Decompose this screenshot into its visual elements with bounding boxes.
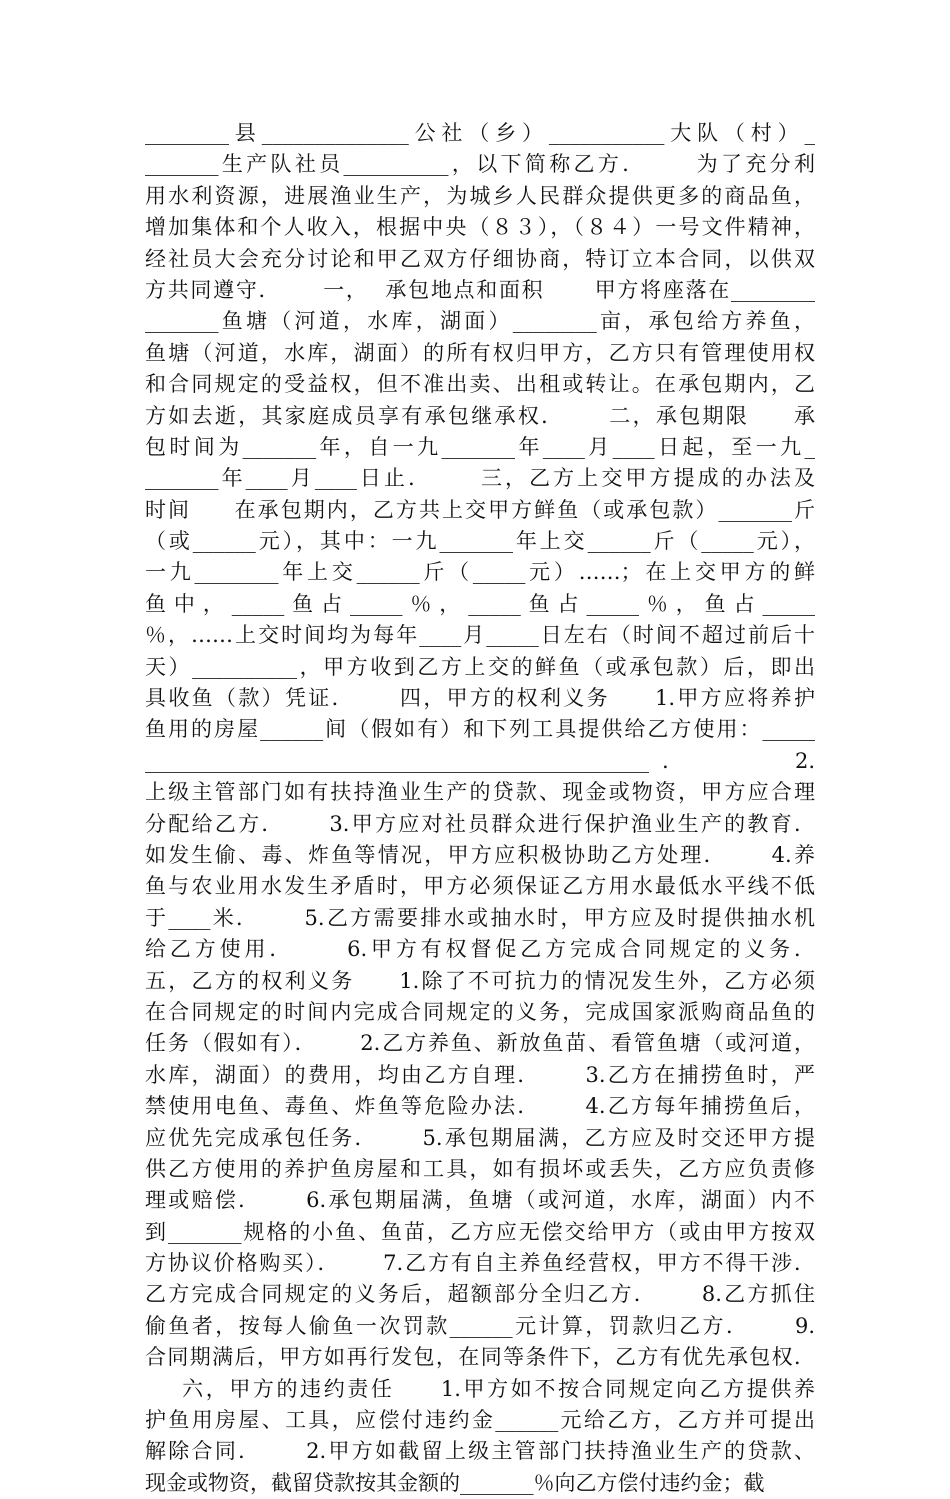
text-line-22: 上级主管部门如有扶持渔业生产的贷款、现金或物资，甲方应合理 [145, 780, 815, 805]
text-line-36: 到_______规格的小鱼、鱼苗，乙方应无偿交给甲方（或由甲方按双 [145, 1219, 815, 1244]
text-line-8: 鱼塘（河道，水库，湖面）的所有权归甲方，乙方只有管理使用权 [145, 340, 815, 365]
text-line-10: 方如去逝，其家庭成员享有承包继承权． 二，承包期限 承 [145, 403, 815, 428]
text-line-19: 具收鱼（款）凭证． 四，甲方的权利义务 1.甲方应将养护 [145, 686, 815, 711]
text-line-12: _______年____月____日止． 三，乙方上交甲方提成的办法及 [145, 466, 815, 491]
text-line-37: 方协议价格购买）． 7.乙方有自主养鱼经营权，甲方不得干涉． [145, 1251, 815, 1276]
text-line-41: 六，甲方的违约责任 1.甲方如不按合同规定向乙方提供养 [145, 1376, 815, 1401]
text-line-15: 一九________年上交______斤（_____元）……；在上交甲方的鲜 [145, 560, 815, 585]
text-line-9: 和合同规定的受益权，但不准出卖、出租或转让。在承包期内，乙 [145, 372, 815, 397]
text-line-7: _______鱼塘（河道，水库，湖面）________亩，承包给方养鱼， [145, 309, 815, 334]
text-line-24: 如发生偷、毒、炸鱼等情况，甲方应积极协助乙方处理． 4.养 [145, 842, 815, 867]
contract-body-text [145, 118, 815, 1499]
text-line-20: 鱼用的房屋______间（假如有）和下列工具提供给乙方使用：_____ [145, 717, 815, 742]
text-line-34: 供乙方使用的养护鱼房屋和工具，如有损坏或丢失，乙方应负责修 [145, 1156, 815, 1181]
text-line-1: ________县______________公社（乡）___________大队（村）_ [145, 121, 815, 145]
text-line-14: （或______元），其中：一九_______年上交______斤（_____元）， [145, 529, 815, 554]
text-line-29: 在合同规定的时间内完成合同规定的义务，完成国家派购商品鱼的 [145, 999, 815, 1024]
text-line-23: 分配给乙方． 3.甲方应对社员群众进行保护渔业生产的教育． [145, 811, 815, 836]
text-line-31: 水库，湖面）的费用，均由乙方自理． 3.乙方在捕捞鱼时，严 [145, 1062, 815, 1087]
text-line-33: 应优先完成承包任务． 5.承包期届满，乙方应及时交还甲方提 [145, 1125, 815, 1150]
text-line-21: ________________________________________________． 2. [145, 748, 815, 773]
text-line-38: 乙方完成合同规定的义务后，超额部分全归乙方． 8.乙方抓住 [145, 1282, 815, 1307]
text-line-40: 合同期满后，甲方如再行发包，在同等条件下，乙方有优先承包权． [145, 1345, 815, 1370]
text-line-4: 增加集体和个人收入，根据中央（８３），（８４）一号文件精神， [145, 215, 815, 240]
text-line-5: 经社员大会充分讨论和甲乙双方仔细协商，特订立本合同，以供双 [145, 246, 815, 271]
text-line-18: 天）__________，甲方收到乙方上交的鲜鱼（或承包款）后，即出 [145, 654, 815, 679]
text-line-17: ％，……上交时间均为每年____月_____日左右（时间不超过前后十 [145, 623, 815, 648]
text-line-13: 时间 在承包期内，乙方共上交甲方鲜鱼（或承包款）_______斤 [145, 497, 815, 522]
text-line-42: 护鱼用房屋、工具，应偿付违约金______元给乙方，乙方并可提出 [145, 1408, 815, 1433]
text-line-43: 解除合同． 2.甲方如截留上级主管部门扶持渔业生产的贷款、 [145, 1439, 815, 1464]
text-line-44: 现金或物资，截留贷款按其金额的_______％向乙方偿付违约金；截 [145, 1470, 765, 1495]
text-line-11: 包时间为_______年，自一九_______年____月____日起，至一九_ [145, 434, 815, 459]
text-line-32: 禁使用电鱼、毒鱼、炸鱼等危险办法． 4.乙方每年捕捞鱼后， [145, 1094, 815, 1119]
text-line-28: 五，乙方的权利义务 1.除了不可抗力的情况发生外，乙方必须 [145, 968, 815, 993]
text-line-39: 偷鱼者，按每人偷鱼一次罚款______元计算，罚款归乙方． 9. [145, 1313, 815, 1338]
text-line-6: 方共同遵守． 一， 承包地点和面积 甲方将座落在________ [145, 277, 815, 302]
text-line-27: 给乙方使用． 6.甲方有权督促乙方完成合同规定的义务． [145, 937, 815, 962]
text-line-25: 鱼与农业用水发生矛盾时，甲方必须保证乙方用水最低水平线不低 [145, 874, 815, 899]
text-line-3: 用水利资源，进展渔业生产，为城乡人民群众提供更多的商品鱼， [145, 183, 815, 208]
text-line-2: _______生产队社员__________，以下简称乙方． 为了充分利 [145, 152, 815, 177]
text-line-26: 于____米． 5.乙方需要排水或抽水时，甲方应及时提供抽水机 [145, 905, 815, 930]
text-line-30: 任务（假如有）． 2.乙方养鱼、新放鱼苗、看管鱼塘（或河道， [145, 1031, 815, 1056]
text-line-16: 鱼中，_____鱼占_____％，_____鱼占_____％，鱼占_____ [145, 591, 815, 616]
text-line-35: 理或赔偿． 6.承包期届满，鱼塘（或河道，水库，湖面）内不 [145, 1188, 815, 1213]
